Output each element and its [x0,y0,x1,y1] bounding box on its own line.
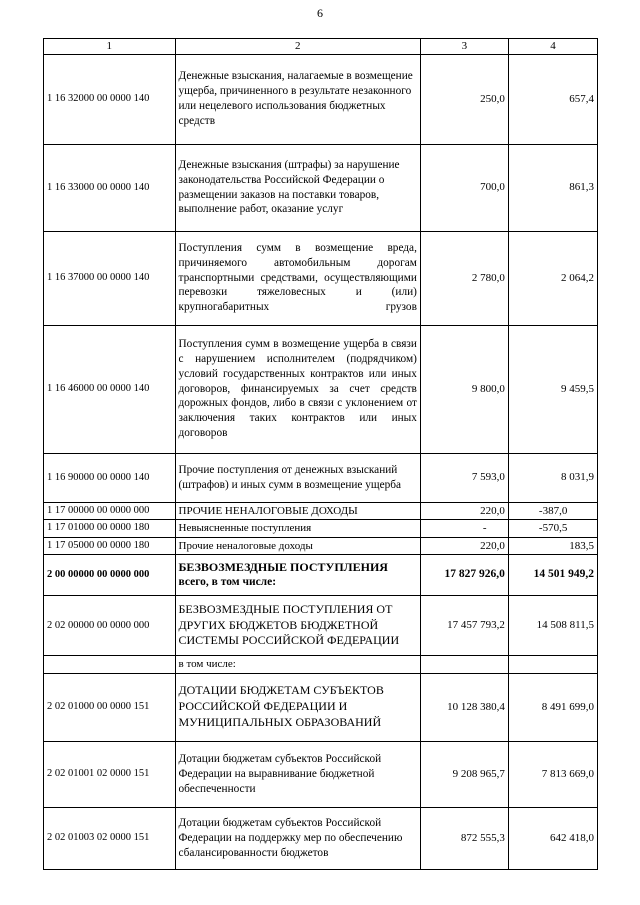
row-fact: 14 508 811,5 [508,596,597,656]
page-number: 6 [317,6,323,20]
row-code: 1 17 05000 00 0000 180 [44,537,176,555]
column-header: 4 [508,39,597,55]
row-name: Дотации бюджетам субъектов Российской Федерации на выравнивание бюджетной обеспеченности [175,741,420,807]
table-row [44,807,598,869]
row-name: Денежные взыскания, налагаемые в возмещение ущерба, причиненного в результате незаконного или нецелевого использования бюджетных средств [175,54,420,144]
row-plan: 872 555,3 [420,807,508,869]
row-name: Поступления сумм в возмещение ущерба в связи с нарушением исполнителем (подрядчиком) условий государственных контрактов или иных договоров, финансируемых за счет средств дорожных фондов, либо в связи с уклонением от заключения таких контрактов или иных договоров [175,325,420,453]
row-fact: -387,0 [508,502,597,520]
row-code: 2 02 01003 02 0000 151 [44,807,176,869]
row-name: ДОТАЦИИ БЮДЖЕТАМ СУБЪЕКТОВ РОССИЙСКОЙ ФЕДЕРАЦИИ И МУНИЦИПАЛЬНЫХ ОБРАЗОВАНИЙ [175,673,420,741]
row-fact [508,656,597,674]
row-plan: 220,0 [420,537,508,555]
row-plan: 2 780,0 [420,231,508,325]
row-fact: 14 501 949,2 [508,555,597,596]
row-plan: 7 593,0 [420,453,508,502]
column-header: 3 [420,39,508,55]
table-row [44,656,598,674]
row-plan: 9 800,0 [420,325,508,453]
table-row [44,231,598,325]
row-code: 1 16 46000 00 0000 140 [44,325,176,453]
row-plan: - [420,520,508,538]
row-code: 1 16 37000 00 0000 140 [44,231,176,325]
table-row [44,673,598,741]
row-plan: 17 827 926,0 [420,555,508,596]
row-code: 1 16 32000 00 0000 140 [44,54,176,144]
budget-table [43,38,598,870]
table-row [44,325,598,453]
row-fact: 9 459,5 [508,325,597,453]
row-plan: 700,0 [420,144,508,231]
row-fact: 657,4 [508,54,597,144]
row-name-sub: всего, в том числе: [178,576,277,589]
row-name: БЕЗВОЗМЕЗДНЫЕ ПОСТУПЛЕНИЯ [178,559,388,574]
row-code [44,656,176,674]
row-name: Прочие неналоговые доходы [175,537,420,555]
table-row [44,502,598,520]
row-code: 2 02 01001 02 0000 151 [44,741,176,807]
row-fact: 861,3 [508,144,597,231]
row-plan [420,656,508,674]
row-fact: 8 491 699,0 [508,673,597,741]
row-plan: 9 208 965,7 [420,741,508,807]
row-name-cell [175,555,420,596]
row-fact: 8 031,9 [508,453,597,502]
row-name: в том числе: [175,656,420,674]
row-name: Невыясненные поступления [175,520,420,538]
row-code: 1 17 00000 00 0000 000 [44,502,176,520]
column-header: 2 [175,39,420,55]
row-fact: 7 813 669,0 [508,741,597,807]
row-name: Денежные взыскания (штрафы) за нарушение законодательства Российской Федерации о размещении заказов на поставки товаров, выполнение работ, оказание услуг [175,144,420,231]
row-name: Поступления сумм в возмещение вреда, причиняемого автомобильным дорогам транспортными средствами, осуществляющими перевозки тяжеловесных и (или) крупногабаритных грузов [175,231,420,325]
row-code: 2 00 00000 00 0000 000 [44,555,176,596]
row-code: 2 02 01000 00 0000 151 [44,673,176,741]
table-row [44,520,598,538]
row-name: ПРОЧИЕ НЕНАЛОГОВЫЕ ДОХОДЫ [175,502,420,520]
row-code: 1 16 33000 00 0000 140 [44,144,176,231]
row-plan: 220,0 [420,502,508,520]
row-fact: -570,5 [508,520,597,538]
row-name: БЕЗВОЗМЕЗДНЫЕ ПОСТУПЛЕНИЯ ОТ ДРУГИХ БЮДЖЕТОВ БЮДЖЕТНОЙ СИСТЕМЫ РОССИЙСКОЙ ФЕДЕРАЦИИ [175,596,420,656]
row-code: 1 16 90000 00 0000 140 [44,453,176,502]
table-row [44,555,598,596]
table-row [44,453,598,502]
row-name: Прочие поступления от денежных взысканий (штрафов) и иных сумм в возмещение ущерба [175,453,420,502]
row-code: 1 17 01000 00 0000 180 [44,520,176,538]
row-code: 2 02 00000 00 0000 000 [44,596,176,656]
table-row [44,54,598,144]
row-name: Дотации бюджетам субъектов Российской Федерации на поддержку мер по обеспечению сбалансированности бюджетов [175,807,420,869]
table-row [44,537,598,555]
row-plan: 10 128 380,4 [420,673,508,741]
row-fact: 2 064,2 [508,231,597,325]
row-fact: 183,5 [508,537,597,555]
table-row [44,596,598,656]
table-header-row [44,39,598,55]
column-header: 1 [44,39,176,55]
row-fact: 642 418,0 [508,807,597,869]
table-row [44,144,598,231]
table-row [44,741,598,807]
row-plan: 17 457 793,2 [420,596,508,656]
row-plan: 250,0 [420,54,508,144]
